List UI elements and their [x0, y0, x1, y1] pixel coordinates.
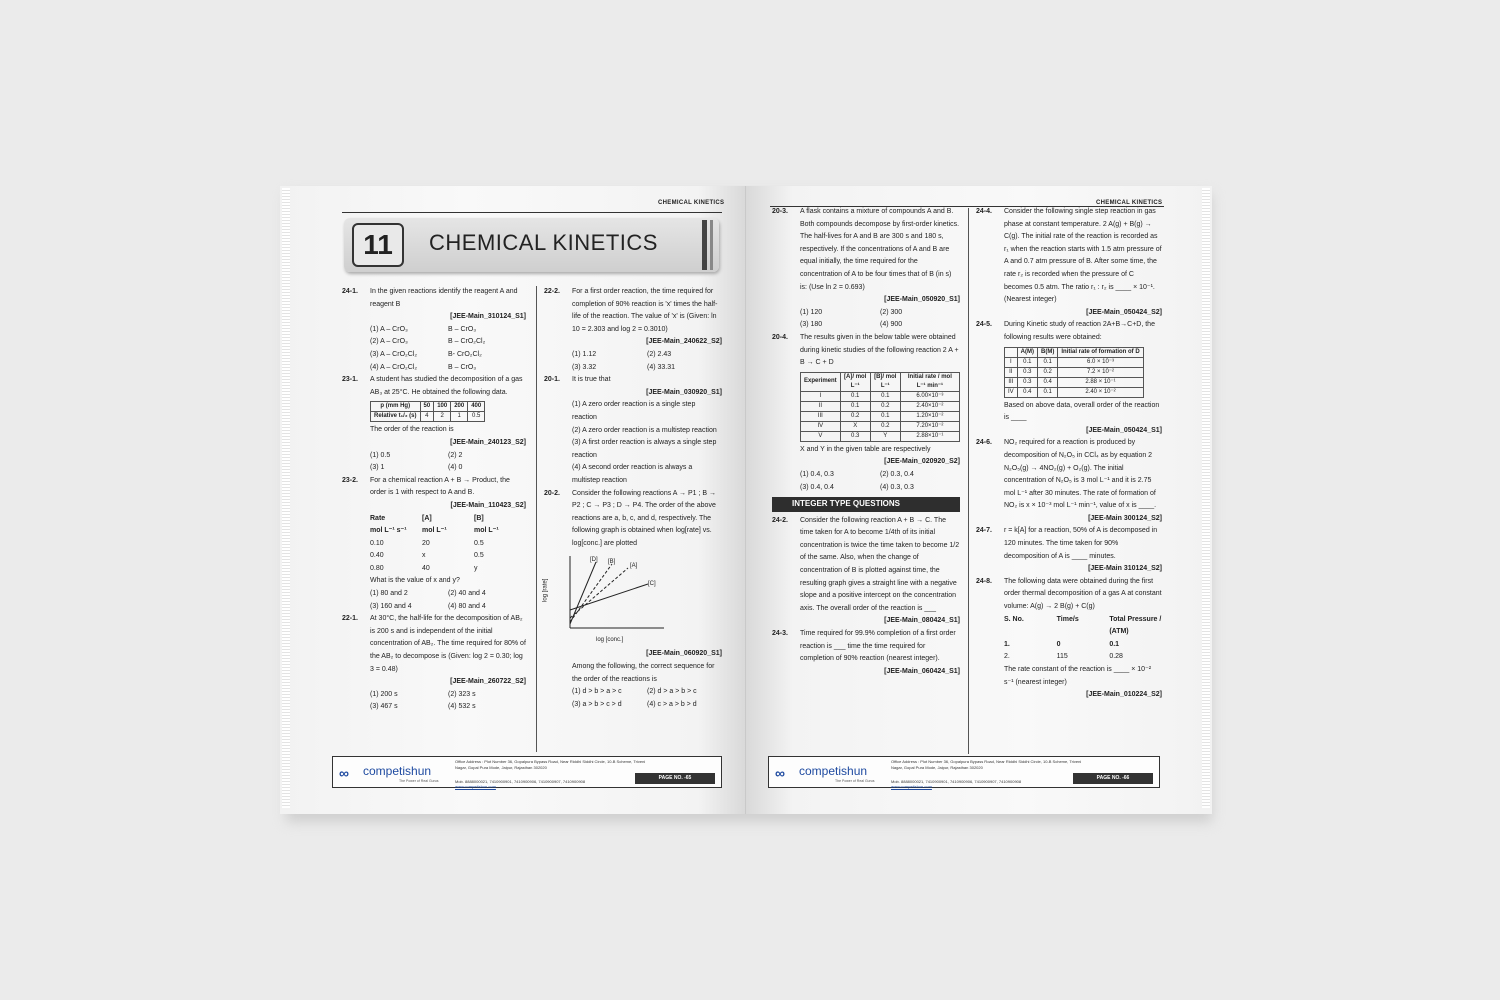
question: [342, 475, 526, 500]
table-cell: 0.4: [1017, 387, 1037, 397]
line-label: [D]: [590, 557, 598, 564]
table-cell: 0.1: [1038, 357, 1058, 367]
question-text: Time required for 99.9% completion of a first order reaction is ___ time the time required for completion of 90% reaction (nearest integer).: [800, 630, 956, 663]
question-number: 24-4.: [976, 208, 992, 215]
table-cell: 0.2: [870, 401, 900, 411]
table-cell: 0.3: [1017, 377, 1037, 387]
table-cell: 0.40: [370, 552, 384, 560]
question: [976, 319, 1162, 344]
answer-option: (4) 0.3, 0.3: [880, 483, 914, 491]
question-text: At 30°C, the half-life for the decomposition of AB₂ is 200 s and is independent of the initial concentration of AB₂. The time required for 80% of the AB₂ to decompose is (Given: log 2 = 0.30; log 3 = 0.48): [370, 615, 526, 673]
chapter-title: CHEMICAL KINETICS: [429, 230, 658, 255]
table-cell: 0.28: [1109, 653, 1123, 661]
question-number: 24-1.: [342, 288, 358, 295]
exam-reference: [JEE-Main 310124_S2]: [1088, 565, 1162, 573]
table-cell: 0.5: [468, 412, 485, 422]
right-page: [746, 186, 1212, 814]
question-text: For a chemical reaction A + B → Product, the order is 1 with respect to A and B.: [370, 476, 510, 497]
table-cell: 115: [1056, 653, 1068, 661]
table-cell: [1005, 347, 1018, 357]
question-text: r = k[A] for a reaction, 50% of A is decomposed in 120 minutes. The time taken for 90% decomposition of A is ____ minutes.: [1004, 527, 1158, 560]
table-cell: 0.3: [840, 431, 870, 441]
question-number: 24-3.: [772, 630, 788, 638]
answer-option: (1) d > b > a > c: [572, 688, 622, 696]
answer-option: (4) 0: [448, 464, 463, 472]
page-number: PAGE NO. -65: [635, 773, 715, 784]
table-cell: X: [840, 421, 870, 431]
table-cell: Total Pressure / (ATM): [1109, 615, 1162, 636]
answer-option: (3) 180: [800, 321, 823, 329]
line-label: [B]: [608, 559, 616, 566]
office-address: Office Address : Plot Number 36, Gopalpura Bypass Road, Near Riddhi Siddhi Circle, 10-B Scheme, Triveni Nagar, Gopal Pura Mode, Jaipur, Rajasthan 302020: [891, 759, 1082, 770]
question: [544, 286, 722, 336]
data-table: [976, 614, 1162, 664]
answer-option: (3) 467 s: [370, 703, 398, 711]
answer-option: (2) 0.3, 0.4: [880, 470, 914, 478]
table-cell: [B]/ mol L⁻¹: [870, 372, 900, 391]
answer-option: (4) 33.31: [647, 363, 676, 371]
table-cell: Relative t₁/₂ (s): [371, 412, 421, 422]
page-edges: [1202, 188, 1210, 808]
table-cell: 1.20×10⁻²: [900, 411, 959, 421]
table-cell: 0.1: [840, 401, 870, 411]
answer-option: (3) A first order reaction is always a single step reaction: [572, 439, 717, 459]
answer-option: (1) 0.4, 0.3: [800, 470, 834, 478]
question: [544, 488, 722, 551]
question: [976, 437, 1162, 513]
office-address: Office Address : Plot Number 36, Gopalpura Bypass Road, Near Riddhi Siddhi Circle, 10-B Scheme, Triveni Nagar, Gopal Pura Mode, Jaipur, Rajasthan 302020: [455, 759, 646, 770]
table-cell: II: [1005, 367, 1018, 377]
right-column-b: [976, 206, 1162, 702]
table-cell: IV: [801, 421, 841, 431]
data-table: [1004, 347, 1144, 398]
answer-option: (2) 300: [880, 308, 903, 316]
question-text: It is true that: [572, 376, 611, 384]
table-cell: S. No.: [1004, 615, 1024, 623]
table-cell: 1.: [1004, 640, 1010, 648]
answer-option: (2) 40 and 4: [448, 590, 486, 598]
table-cell: 0.2: [870, 421, 900, 431]
table-cell: 2.40×10⁻²: [900, 401, 959, 411]
answer-option: B – CrO₂Cl₂: [448, 338, 486, 346]
table-cell: 0.3: [1017, 367, 1037, 377]
page-edges: [282, 188, 290, 808]
table-cell: III: [801, 411, 841, 421]
question-text: Among the following, the correct sequence for the order of the reactions is: [572, 663, 715, 683]
open-book: [280, 186, 1212, 818]
section-heading: INTEGER TYPE QUESTIONS: [772, 497, 960, 512]
answer-option: B – CrO₃: [448, 325, 477, 333]
data-table: [342, 513, 526, 576]
answer-option: (3) 1: [370, 464, 385, 472]
table-cell: 20: [422, 539, 430, 547]
table-cell: Time/s: [1056, 615, 1079, 623]
question-text: The results given in the below table were obtained during kinetic studies of the following reaction 2 A + B → C + D: [800, 333, 959, 367]
answer-option: (4) 80 and 4: [448, 602, 486, 610]
answer-option: B- CrO₂Cl₂: [448, 350, 482, 358]
answer-options: [544, 349, 722, 374]
question-text: The rate constant of the reaction is ____ × 10⁻² s⁻¹ (nearest integer): [1004, 666, 1152, 686]
question: [772, 515, 960, 616]
question-text: In the given reactions identify the reagent A and reagent B: [370, 288, 518, 308]
exam-reference: [JEE-Main_010224_S2]: [1086, 691, 1162, 699]
competishun-logo: ∞ competishun The Power of Real Gurus: [339, 764, 439, 783]
answer-option: (3) a > b > c > d: [572, 700, 622, 708]
table-cell: 0.1: [840, 391, 870, 401]
question-number: 20-1.: [544, 376, 560, 384]
rate-graph: [542, 554, 666, 646]
table-cell: 2.88 × 10⁻¹: [1058, 377, 1143, 387]
question-number: 23-2.: [342, 476, 358, 484]
answer-options: [772, 469, 960, 494]
question-text: X and Y in the given table are respectively: [800, 445, 931, 453]
table-cell: 0.2: [1038, 367, 1058, 377]
table-cell: 0.2: [840, 411, 870, 421]
question-text: A student has studied the decomposition of a gas AB₃ at 25°C. He obtained the following data.: [370, 376, 523, 396]
table-cell: 6.0 × 10⁻³: [1058, 357, 1143, 367]
question-text: During Kinetic study of reaction 2A+B→C+D, the following results were obtained:: [1004, 321, 1155, 341]
x-axis-label: log [conc.]: [596, 637, 624, 644]
answer-option: (1) 1.12: [572, 350, 597, 358]
table-cell: 2.40 × 10⁻²: [1058, 387, 1143, 397]
question-number: 23-1.: [342, 376, 358, 384]
answer-option: B – CrO₃: [448, 363, 477, 371]
left-page: [280, 186, 746, 814]
question-number: 24-7.: [976, 527, 992, 535]
answer-option: (1) 80 and 2: [370, 590, 408, 598]
answer-option: (4) 900: [880, 321, 903, 329]
table-cell: 0.1: [1017, 357, 1037, 367]
answer-options: [772, 307, 960, 332]
table-cell: 100: [434, 402, 451, 412]
question-number: 22-2.: [544, 288, 560, 295]
question-text: What is the value of x and y?: [370, 577, 460, 585]
table-cell: V: [801, 431, 841, 441]
exam-reference: [JEE-Main_050920_S1]: [884, 296, 960, 304]
question: [772, 332, 960, 370]
exam-reference: [JEE-Main_260722_S2]: [450, 678, 526, 686]
table-cell: 50: [420, 402, 434, 412]
exam-reference: [JEE-Main_240622_S2]: [646, 338, 722, 346]
answer-option: (3) 0.4, 0.4: [800, 483, 834, 491]
table-cell: mol L⁻¹: [474, 527, 499, 535]
table-cell: III: [1005, 377, 1018, 387]
running-head: CHEMICAL KINETICS: [658, 200, 725, 206]
question-text: Consider the following reactions A → P1 ; B → P2 ; C → P3 ; D → P4. The order of the above reactions are a, b, c, and d, respectively. The following graph is obtained when log[rate] vs. log[conc.] are plotted: [572, 489, 716, 547]
table-cell: A(M): [1017, 347, 1037, 357]
data-table: [370, 401, 485, 422]
table-cell: p (mm Hg): [371, 402, 421, 412]
question-text: Consider the following reaction A + B → C. The time taken for A to become 1/4th of its initial concentration is twice the time taken to become 1/2 of the same. Also, when the change of concentration of B is plotted against time, the resulting graph gives a straight line with a negative slope and a positive intercept on the concentration axis. The overall order of the reaction is ___: [800, 516, 960, 612]
data-table: [800, 372, 960, 442]
question-text: NO₂ required for a reaction is produced by decomposition of N₂O₅ in CCl₄ as by equation 2 N₂O₅(g) → 4NO₂(g) + O₂(g). The initial concentration of N₂O₅ is 3 mol L⁻¹ and it is 2.75 mol L⁻¹ after 30 minutes. The rate of formation of NO₂ is x × 10⁻³ mol L⁻¹ min⁻¹, value of x is ____.: [1004, 439, 1157, 510]
right-column-a: [772, 206, 960, 678]
table-cell: 0.80: [370, 564, 384, 572]
answer-options: [342, 689, 526, 714]
answer-option: (3) 3.32: [572, 363, 597, 371]
question-text: Based on above data, overall order of the reaction is ____: [1004, 401, 1160, 422]
table-cell: x: [422, 552, 426, 560]
question-text: The following data were obtained during the first order thermal decomposition of a gas A at constant volume: A(g) → 2 B(g) + C(g): [1004, 577, 1162, 611]
exam-reference: [JEE-Main_080424_S1]: [884, 617, 960, 625]
exam-reference: [JEE-Main_240123_S2]: [450, 438, 526, 446]
answer-options: [342, 324, 526, 374]
line-label: [C]: [648, 581, 656, 588]
table-cell: Rate: [370, 514, 386, 522]
table-cell: Initial rate / mol L⁻¹ min⁻¹: [900, 372, 959, 391]
question: [976, 525, 1162, 563]
exam-reference: [JEE-Main_030920_S1]: [646, 388, 722, 396]
table-cell: 7.2 × 10⁻²: [1058, 367, 1143, 377]
table-cell: 0: [1056, 640, 1061, 648]
question-text: For a first order reaction, the time required for completion of 90% reaction is 'x' times the half-life of the reaction. The value of 'x' is (Given: ln 10 = 2.303 and log 2 = 0.3010): [572, 288, 718, 333]
question-number: 24-6.: [976, 439, 992, 447]
table-cell: 0.1: [870, 411, 900, 421]
answer-options: [342, 450, 526, 475]
table-cell: [B]: [474, 514, 484, 522]
question-text: A flask contains a mixture of compounds A and B. Both compounds decompose by first-order kinetics. The half-lives for A and B are 300 s and 180 s, respectively. If the concentrations of A and B are equal initially, the time required for the concentration of A to be four times that of B (in s) is: (Use ln 2 = 0.693): [800, 208, 960, 291]
table-cell: 0.1: [1109, 640, 1120, 648]
question: [342, 613, 526, 676]
page-footer: [332, 756, 722, 788]
table-cell: B(M): [1038, 347, 1058, 357]
line-label: [A]: [630, 563, 638, 570]
exam-reference: [JEE-Main_020920_S2]: [884, 458, 960, 466]
page-number: PAGE NO. -66: [1073, 773, 1153, 784]
question: [976, 576, 1162, 614]
exam-reference: [JEE-Main_050424_S1]: [1086, 426, 1162, 434]
line-a: [570, 568, 628, 618]
table-cell: IV: [1005, 387, 1018, 397]
question-number: 24-8.: [976, 577, 992, 585]
answer-option: (4) c > a > b > d: [647, 700, 697, 708]
mobile-numbers: Mob. 8888000021, 7410900901, 7410900906, 7410900907, 7410900908: [891, 779, 1022, 784]
answer-option: (1) 120: [800, 308, 823, 316]
answer-option: (3) A – CrO₂Cl₂: [370, 350, 418, 358]
table-cell: Initial rate of formation of D: [1058, 347, 1143, 357]
left-column-a: [342, 286, 526, 714]
table-cell: 0.10: [370, 539, 384, 547]
answer-option: (4) 532 s: [448, 703, 476, 711]
question-text: The order of the reaction is: [370, 426, 454, 434]
question: [772, 206, 960, 294]
answer-options: [544, 399, 722, 487]
question-number: 20-3.: [772, 208, 788, 215]
question: [342, 374, 526, 399]
competishun-logo: ∞ competishun The Power of Real Gurus: [775, 764, 875, 783]
answer-option: (2) A zero order reaction is a multistep reaction: [572, 426, 717, 434]
table-cell: 1: [451, 412, 468, 422]
chapter-banner: [344, 218, 719, 272]
answer-option: (1) 200 s: [370, 690, 398, 698]
table-cell: 200: [451, 402, 468, 412]
question: [772, 628, 960, 666]
question-number: 24-5.: [976, 321, 992, 329]
table-cell: 6.00×10⁻³: [900, 391, 959, 401]
table-cell: 0.1: [1038, 387, 1058, 397]
table-cell: 0.4: [1038, 377, 1058, 387]
mobile-numbers: Mob. 8888000021, 7410900901, 7410900906, 7410900907, 7410900908: [455, 779, 586, 784]
table-cell: [A]: [422, 514, 432, 522]
answer-options: [544, 686, 722, 711]
question: [342, 286, 526, 311]
answer-option: (1) A – CrO₃: [370, 325, 408, 333]
answer-option: (1) 0.5: [370, 451, 391, 459]
page-footer: [768, 756, 1160, 788]
question: [544, 374, 722, 387]
answer-option: (2) 2: [448, 451, 463, 459]
table-cell: 2.: [1004, 653, 1010, 661]
table-cell: 400: [468, 402, 485, 412]
table-cell: mol L⁻¹: [422, 527, 447, 535]
table-cell: 4: [420, 412, 434, 422]
answer-option: (4) A second order reaction is always a multistep reaction: [572, 464, 693, 484]
website-link[interactable]: www.competishun.com: [891, 784, 932, 789]
table-cell: 40: [422, 564, 430, 572]
table-cell: I: [1005, 357, 1018, 367]
table-cell: Experiment: [801, 372, 841, 391]
question: [976, 206, 1162, 307]
question-number: 20-4.: [772, 333, 788, 341]
table-cell: 7.20×10⁻²: [900, 421, 959, 431]
left-column-b: [544, 286, 722, 711]
exam-reference: [JEE-Main_110423_S2]: [450, 501, 526, 509]
y-axis-label: log [rate]: [542, 579, 549, 603]
answer-option: (2) 2.43: [647, 350, 672, 358]
answer-option: (2) 323 s: [448, 690, 476, 698]
table-cell: 2: [434, 412, 451, 422]
table-cell: 2.88×10⁻¹: [900, 431, 959, 441]
answer-option: (3) 160 and 4: [370, 602, 412, 610]
exam-reference: [JEE-Main_050424_S2]: [1086, 308, 1162, 316]
exam-reference: [JEE-Main 300124_S2]: [1088, 514, 1162, 522]
answer-option: (2) d > a > b > c: [647, 688, 697, 696]
question-number: 22-1.: [342, 615, 358, 623]
exam-reference: [JEE-Main_060920_S1]: [646, 650, 722, 658]
exam-reference: [JEE-Main_060424_S1]: [884, 667, 960, 675]
table-cell: 0.5: [474, 539, 484, 547]
table-cell: Y: [870, 431, 900, 441]
question-number: 24-2.: [772, 516, 788, 524]
answer-option: (4) A – CrO₂Cl₂: [370, 363, 418, 371]
answer-option: (2) A – CrO₃: [370, 338, 408, 346]
table-cell: 0.5: [474, 552, 484, 560]
table-cell: [A]/ mol L⁻¹: [840, 372, 870, 391]
table-cell: 0.1: [870, 391, 900, 401]
question-text: Consider the following single step reaction in gas phase at constant temperature. 2 A(g) + B(g) → C(g). The initial rate of the reaction is recorded as r₁ when the reaction starts with 1.5 atm pressure of A and 0.7 atm pressure of B. After some time, the rate r₂ is recorded when the pressure of C becomes 0.5 atm. The ratio r₁ : r₂ is ____ × 10⁻¹. (Nearest integer): [1004, 208, 1162, 304]
question-number: 20-2.: [544, 489, 560, 497]
exam-reference: [JEE-Main_310124_S1]: [450, 313, 526, 321]
table-cell: II: [801, 401, 841, 411]
table-cell: I: [801, 391, 841, 401]
chapter-number: 11: [352, 223, 404, 267]
running-head: CHEMICAL KINETICS: [1096, 200, 1163, 206]
table-cell: mol L⁻¹ s⁻¹: [370, 527, 407, 535]
table-cell: y: [474, 564, 478, 572]
answer-option: (1) A zero order reaction is a single step reaction: [572, 401, 696, 421]
answer-options: [342, 588, 526, 613]
website-link[interactable]: www.competishun.com: [455, 784, 496, 789]
